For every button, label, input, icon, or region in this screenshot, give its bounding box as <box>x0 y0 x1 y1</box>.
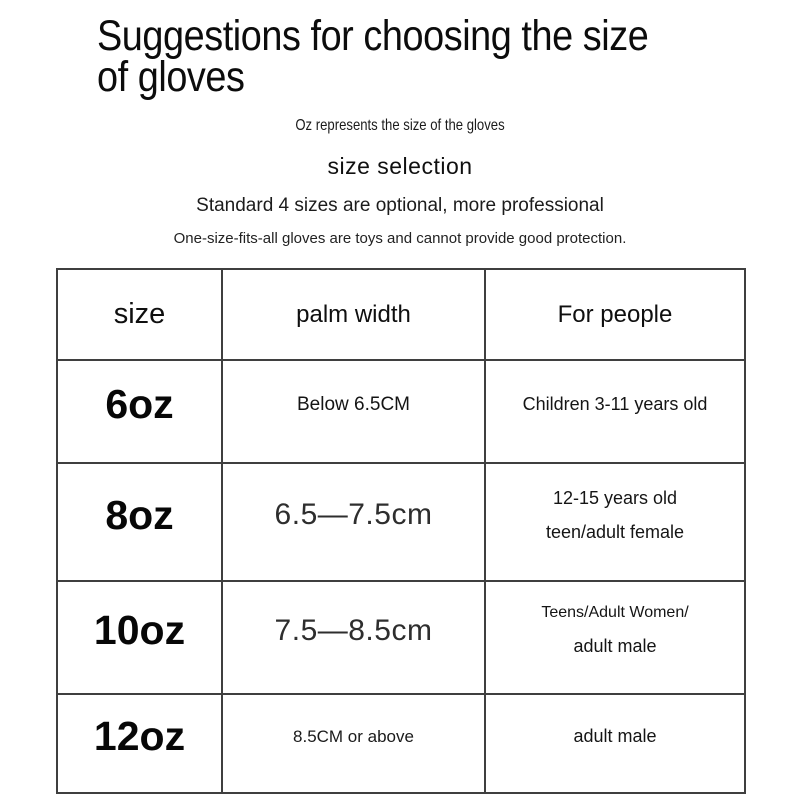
size-cell-row2: 8oz <box>58 464 223 582</box>
palm-width-cell-row2: 6.5—7.5cm <box>223 464 486 582</box>
palm-width-cell-row3: 7.5—8.5cm <box>223 582 486 695</box>
size-cell-row3: 10oz <box>58 582 223 695</box>
size-cell-row1: 6oz <box>58 361 223 464</box>
size-cell-row4: 12oz <box>58 695 223 792</box>
standard-sizes-note: Standard 4 sizes are optional, more professional <box>196 195 604 216</box>
page-title-line1: Suggestions for choosing the size <box>97 12 649 60</box>
for-people-cell-row2 <box>486 464 744 582</box>
for-people-cell-row4 <box>486 695 744 792</box>
header-palm-width-cell: palm width <box>223 270 486 361</box>
palm-width-cell-row1: Below 6.5CM <box>223 361 486 464</box>
page-title-line2: of gloves <box>97 53 245 101</box>
for-people-line: adult male <box>573 726 657 747</box>
page-title <box>97 12 649 101</box>
size-selection-heading: size selection <box>327 153 473 179</box>
for-people-line: Children 3-11 years old <box>522 394 708 415</box>
palm-width-cell-row4: 8.5CM or above <box>223 695 486 792</box>
size-table <box>56 268 746 794</box>
header-size-cell: size <box>58 270 223 361</box>
for-people-cell-row3 <box>486 582 744 695</box>
header-for-people-cell: For people <box>486 270 744 361</box>
one-size-warning-note: One-size-fits-all gloves are toys and cannot provide good protection. <box>173 230 627 247</box>
for-people-cell-row1 <box>486 361 744 464</box>
for-people-line: adult male <box>573 635 657 656</box>
for-people-line: Teens/Adult Women/ <box>541 604 689 622</box>
for-people-line: 12-15 years old <box>552 487 678 508</box>
oz-subtitle: Oz represents the size of the gloves <box>295 117 505 134</box>
for-people-line: teen/adult female <box>545 521 685 542</box>
